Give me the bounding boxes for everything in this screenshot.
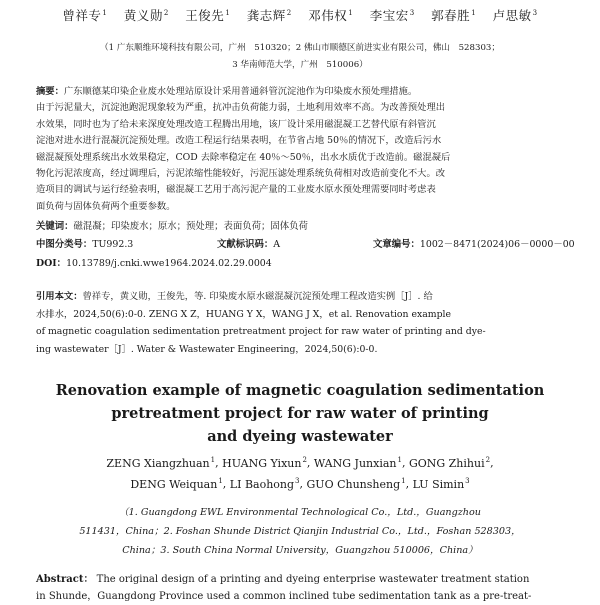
document-code: 文献标识码：A — [217, 239, 281, 250]
cn-abstract-line: 摘要：广东顺德某印染企业废水处理站原设计采用普通斜管沉淀池作为印染废水预处理措施。 — [36, 86, 418, 97]
cn-abstract-line: 淀池对进水进行混凝沉淀预处理。改造工程运行结果表明，在节省占地 50％的情况下，改造后污水 — [36, 135, 442, 147]
cn-author: 王俊先$^1$ — [185, 8, 231, 23]
en-abstract-line: in Shunde，Guangdong Province used a common inclined tube sedimentation tank as a pre-treat- — [36, 591, 532, 602]
en-author: WANG Junxian$^1$ — [313, 456, 402, 470]
citation-line: 水排水，2024,50(6):0-0. ZENG X Z，HUANG Y X，WANG J X，et al. Renovation example — [36, 308, 452, 320]
en-affiliation-line3: China；3. South China Normal University，Guangzhou 510006，China） — [122, 545, 478, 556]
cn-abstract — [36, 84, 572, 215]
doi: DOI：10.13789/j.cnki.wwe1964.2024.02.29.0004 — [36, 258, 272, 269]
citation-line: 引用本文：曾祥专，黄义勋，王俊先，等. 印染废水原水磁混凝沉淀预处理工程改造实例［J］. 给 — [36, 291, 433, 302]
cn-author-list — [0, 6, 600, 24]
en-title-line1: Renovation example of magnetic coagulation sedimentation — [55, 382, 545, 399]
cn-abstract-line: 由于污泥量大，沉淀池跑泥现象较为严重，抗冲击负荷能力弱，土地利用效率不高。为改善预处理出 — [36, 102, 446, 114]
en-abstract-label: Abstract： — [36, 574, 94, 585]
citation-line: ing wastewater［J］. Water & Wastewater Engineering，2024,50(6):0-0. — [36, 343, 378, 355]
cn-abstract-line: 水效果，同时也为了给未来深度处理改造工程腾出用地，该厂设计采用磁混凝工艺替代原有斜管沉 — [36, 118, 436, 130]
cn-affiliation-line1: （1 广东顺维环境科技有限公司，广州 510320；2 佛山市顺德区前进实业有限公司，佛山 528303； — [100, 43, 500, 53]
en-title-line3: and dyeing wastewater — [207, 428, 393, 445]
cn-author: 李宝宏$^3$ — [369, 8, 415, 23]
en-author: LU Simin$^3$ — [412, 477, 470, 491]
en-affiliation-line2: 511431，China；2. Foshan Shunde District Qianjin Industrial Co.，Ltd.，Foshan 528303， — [79, 526, 521, 537]
citation-label: 引用本文： — [36, 291, 83, 302]
cn-author: 卢思敏$^3$ — [492, 8, 538, 23]
cn-author: 邓伟权$^1$ — [308, 8, 354, 23]
en-author: GONG Zhihui$^2$ — [408, 456, 491, 470]
cn-affiliation-line2: 3 华南师范大学，广州 510006） — [232, 60, 368, 70]
en-author: HUANG Yixun$^2$ — [222, 456, 307, 470]
keywords-label: 关键词： — [36, 221, 74, 232]
cn-abstract-line: 面负荷与固体负荷两个重要参数。 — [36, 200, 176, 212]
cn-author: 龚志辉$^2$ — [246, 8, 292, 23]
en-author-list-line2: DENG Weiquan$^1$, LI Baohong$^3$, GUO Chunsheng$^1$, LU Simin$^3$ — [130, 477, 470, 491]
keywords-value: 磁混凝；印染废水；原水；预处理；表面负荷；固体负荷 — [73, 221, 308, 232]
cn-abstract-line: 物化污泥浓度高，经过调理后，污泥浓缩性能较好，污泥压滤处理系统负荷相对改造前变化不大。改 — [36, 168, 446, 180]
en-author: DENG Weiquan$^1$ — [130, 477, 223, 491]
en-author-list-line1: ZENG Xiangzhuan$^1$, HUANG Yixun$^2$, WANG Junxian$^1$, GONG Zhihui$^2$, — [106, 456, 494, 470]
en-affiliation-line1: （1. Guangdong EWL Environmental Technological Co.，Ltd.，Guangzhou — [119, 507, 481, 518]
en-abstract-line: Abstract： The original design of a printing and dyeing enterprise wastewater treatment station — [36, 574, 530, 585]
cn-author: 郭春胜$^1$ — [431, 8, 477, 23]
cn-abstract-line: 造项目的调试与运行经验表明，磁混凝工艺用于高污泥产量的工业废水原水预处理需要同时考虑表 — [36, 184, 436, 196]
cn-abstract-line: 磁混凝预处理系统出水效果稳定，COD 去除率稳定在 40％～50％，出水水质优于改造前。磁混凝后 — [36, 151, 451, 163]
keywords — [36, 218, 308, 232]
classification: 中图分类号：TU992.3 — [36, 239, 134, 250]
en-author: LI Baohong$^3$ — [229, 477, 300, 491]
cn-abstract-label: 摘要： — [36, 86, 64, 97]
cn-author: 黄义勋$^2$ — [123, 8, 169, 23]
en-author: ZENG Xiangzhuan$^1$ — [106, 456, 216, 470]
en-author: GUO Chunsheng$^1$ — [306, 477, 406, 491]
cn-author: 曾祥专$^1$ — [62, 8, 108, 23]
citation-line: of magnetic coagulation sedimentation pretreatment project for raw water of printing and dye- — [36, 326, 486, 337]
en-title-line2: pretreatment project for raw water of printing — [111, 405, 489, 422]
citation — [36, 288, 572, 358]
article-number: 文章编号：1002－8471(2024)06－0000－00 — [373, 239, 575, 250]
